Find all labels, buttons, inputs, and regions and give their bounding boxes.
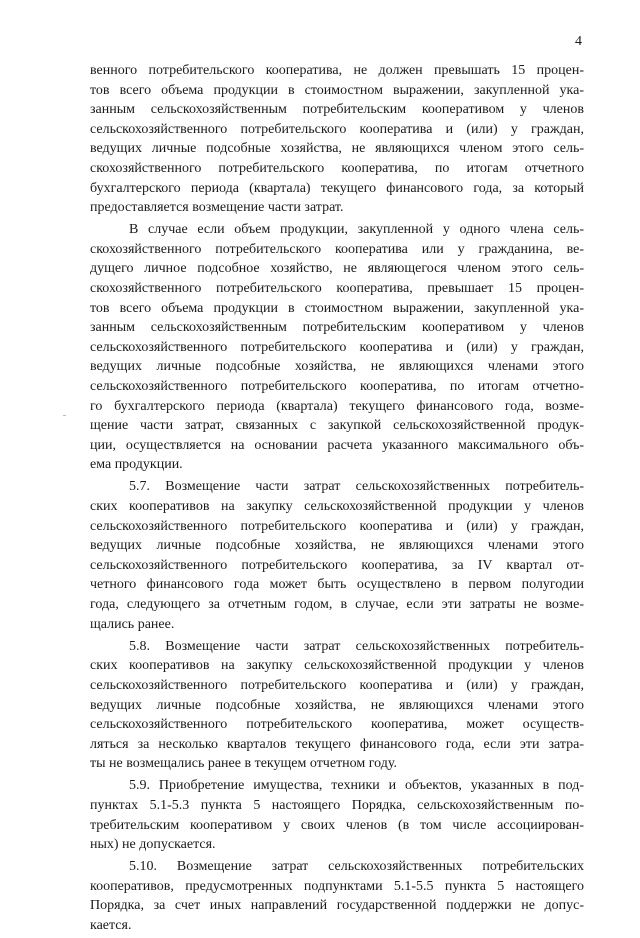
text-line: сельскохозяйственного потребительского кооператива, может осуществ- xyxy=(90,717,584,733)
paragraph xyxy=(90,857,584,935)
text-line: ских кооперативов на закупку сельскохозяйственной продукции у членов xyxy=(90,658,584,674)
text-line: четного финансового года может быть осуществлено в первом полугодии xyxy=(90,577,584,593)
text-line: 5.10. Возмещение затрат сельскохозяйственных потребительских xyxy=(129,859,584,875)
text-line: Порядка, за счет иных направлений государственной поддержки не допус- xyxy=(90,898,584,914)
text-line: года, следующего за отчетным годом, в случае, если эти затраты не возме- xyxy=(90,597,584,613)
text-line: го бухгалтерского периода (квартала) текущего финансового года, возме- xyxy=(90,398,584,414)
text-line: сельскохозяйственного потребительского кооператива и (или) у граждан, xyxy=(90,677,584,693)
text-line: скохозяйственного потребительского кооператива, превышает 15 процен- xyxy=(90,281,584,297)
text-line: сельскохозяйственного потребительского кооператива и (или) у граждан, xyxy=(90,121,584,137)
paragraph xyxy=(90,61,584,218)
text-line: сельскохозяйственного потребительского кооператива и (или) у граждан, xyxy=(90,339,584,355)
text-line: ляться за несколько кварталов текущего финансового года, если эти затра- xyxy=(90,736,584,752)
text-line: венного потребительского кооператива, не должен превышать 15 процен- xyxy=(90,63,584,78)
text-line: занным сельскохозяйственным потребительским кооперативом у членов xyxy=(90,102,584,118)
text-line: бухгалтерского периода (квартала) текущего финансового года, за который xyxy=(90,180,584,196)
text-line: дущего личное подсобное хозяйство, не являющегося членом этого сель- xyxy=(90,261,584,277)
text-line: ных) не допускается. xyxy=(90,837,216,853)
text-line: тов всего объема продукции в стоимостном выражении, закупленной ука- xyxy=(90,300,584,316)
text-line: ведущих личные подсобные хозяйства, не являющихся членами этого xyxy=(90,697,584,713)
document-body xyxy=(90,61,584,938)
text-line: занным сельскохозяйственным потребительским кооперативом у членов xyxy=(90,320,584,336)
text-line: щались ранее. xyxy=(90,616,175,632)
text-line: ведущих личные подсобные хозяйства, не являющихся членами этого xyxy=(90,359,584,375)
text-line: В случае если объем продукции, закупленной у одного члена сель- xyxy=(129,222,584,238)
text-line: щение части затрат, связанных с закупкой сельскохозяйственной продук- xyxy=(90,418,584,434)
scan-artifact-mark xyxy=(63,415,66,416)
text-line: кооперативов, предусмотренных подпунктами 5.1-5.5 пункта 5 настоящего xyxy=(90,878,584,894)
text-line: требительским кооперативом у своих членов (в том числе ассоциирован- xyxy=(90,817,584,833)
text-line: кается. xyxy=(90,918,132,934)
paragraph xyxy=(90,477,584,634)
text-line: 5.8. Возмещение части затрат сельскохозяйственных потребитель- xyxy=(129,638,584,654)
text-line: ции, осуществляется на основании расчета указанного максимального объ- xyxy=(90,437,584,453)
text-line: 5.7. Возмещение части затрат сельскохозяйственных потребитель- xyxy=(129,479,584,495)
text-line: сельскохозяйственного потребительского кооператива и (или) у граждан, xyxy=(90,518,584,534)
text-line: ведущих личные подсобные хозяйства, не являющихся членом этого сель- xyxy=(90,141,584,157)
text-line: тов всего объема продукции в стоимостном выражении, закупленной ука- xyxy=(90,82,584,98)
text-line: ских кооперативов на закупку сельскохозяйственной продукции у членов xyxy=(90,499,584,515)
text-line: предоставляется возмещение части затрат. xyxy=(90,200,344,216)
text-line: ты не возмещались ранее в текущем отчетном году. xyxy=(90,756,397,772)
text-line: 5.9. Приобретение имущества, техники и объектов, указанных в под- xyxy=(129,778,584,794)
text-line: ведущих личные подсобные хозяйства, не являющихся членами этого xyxy=(90,538,584,554)
text-line: ема продукции. xyxy=(90,457,183,473)
text-line: сельскохозяйственного потребительского кооператива, по итогам отчетно- xyxy=(90,379,584,394)
text-line: скохозяйственного потребительского кооператива или у гражданина, ве- xyxy=(90,241,584,257)
text-line: сельскохозяйственного потребительского кооператива, за IV квартал от- xyxy=(90,557,584,573)
text-line: пунктах 5.1-5.3 пункта 5 настоящего Порядка, сельскохозяйственным по- xyxy=(90,797,584,813)
text-line: скохозяйственного потребительского кооператива, по итогам отчетного xyxy=(90,160,584,176)
page-number: 4 xyxy=(575,34,582,49)
paragraph xyxy=(90,637,584,774)
paragraph xyxy=(90,776,584,854)
paragraph xyxy=(90,220,584,475)
